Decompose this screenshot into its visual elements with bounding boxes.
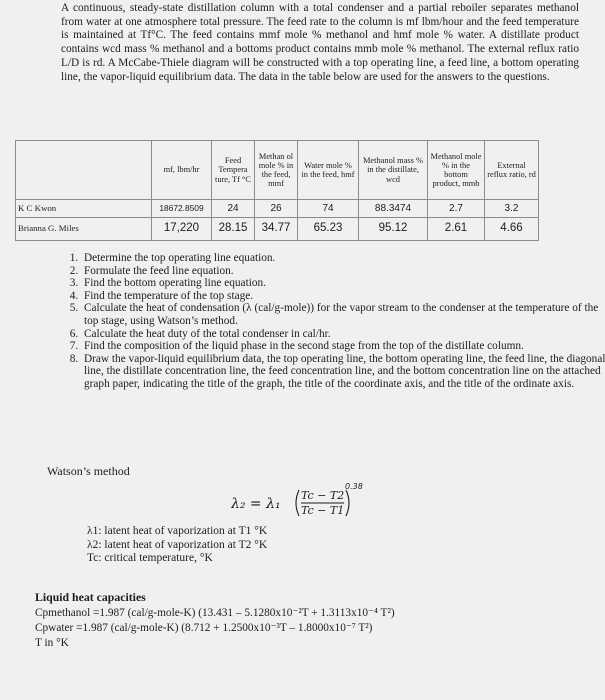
definition-lambda1: λ1: latent heat of vaporization at T1 °K [87, 525, 268, 537]
table-cell: 65.23 [298, 218, 359, 241]
heat-capacity-equations [35, 606, 395, 651]
table-cell: 4.66 [485, 218, 539, 241]
table-cell: 88.3474 [359, 200, 428, 218]
table-cell: 28.15 [212, 218, 255, 241]
table-cell: 74 [298, 200, 359, 218]
table-cell: 2.7 [428, 200, 485, 218]
question-item: 3. Find the bottom operating line equation. [81, 277, 605, 290]
watson-title: Watson’s method [47, 464, 130, 478]
table-cell: 17,220 [152, 218, 212, 241]
problem-intro: A continuous, steady-state distillation column with a total condenser and a partial reboiler separates methanol from water at one atmosphere total pressure. The feed rate to the column is mf lbm/hour and the feed temperature is maintained at Tf°C. The feed contains mmf mole % methanol and hmf mole % water. A distillate product contains wcd mass % methanol and a bottoms product contains mmb mole % methanol. The external reflux ratio L/D is rd. A McCabe-Thiele diagram will be constructed with a top operating line, a feed line, a bottom operating line, the vapor-liquid equilibrium data. The data in the table below are used for the answers to the questions. [61, 2, 579, 83]
table-cell: 3.2 [485, 200, 539, 218]
formula-numerator: Tc − T2 [301, 489, 345, 502]
table-header-row [16, 141, 539, 200]
cp-methanol-equation: Cpmethanol =1.987 (cal/g-mole-K) (13.431 – 5.1280x10⁻²T + 1.3113x10⁻⁴ T²) [35, 607, 395, 619]
header-cell: Methan ol mole % in the feed, mmf [255, 141, 298, 200]
question-item: 6. Calculate the heat duty of the total condenser in cal/hr. [81, 328, 605, 341]
definition-tc: Tc: critical temperature, °K [87, 552, 213, 564]
header-cell: Water mole % in the feed, hmf [298, 141, 359, 200]
table-cell: 26 [255, 200, 298, 218]
cp-water-equation: Cpwater =1.987 (cal/g-mole-K) (8.712 + 1.2500x10⁻³T – 1.8000x10⁻⁷ T²) [35, 622, 373, 634]
table-row [16, 200, 539, 218]
header-cell: Feed Tempera ture, Tf °C [212, 141, 255, 200]
question-list [61, 252, 605, 391]
table-cell: 34.77 [255, 218, 298, 241]
formula-exponent: 0.38 [345, 482, 363, 491]
definition-lambda2: λ2: latent heat of vaporization at T2 °K [87, 538, 268, 551]
question-item: 7. Find the composition of the liquid phase in the second stage from the top of the distillate column. [81, 340, 605, 353]
header-cell: mf, lbm/hr [152, 141, 212, 200]
header-cell: Methanol mass % in the distillate, wcd [359, 141, 428, 200]
table-row [16, 218, 539, 241]
table-cell: Brianna G. Miles [16, 218, 152, 241]
header-cell: External reflux ratio, rd [485, 141, 539, 200]
question-item: 5. Calculate the heat of condensation (λ (cal/g-mole)) for the vapor stream to the condenser at the temperature of the top stage, using Watson’s method. [81, 302, 605, 327]
formula-denominator: Tc − T1 [301, 504, 345, 517]
data-table [15, 140, 539, 241]
table-cell: K C Kwon [16, 200, 152, 218]
table-cell: 24 [212, 200, 255, 218]
paren-left [296, 490, 299, 516]
temperature-unit-note: T in °K [35, 637, 69, 649]
formula-lhs: λ₂ = λ₁ [231, 496, 281, 512]
table-cell: 18672.8509 [152, 200, 212, 218]
paren-right [346, 490, 349, 516]
table-cell: 2.61 [428, 218, 485, 241]
header-cell [16, 141, 152, 200]
header-cell: Methanol mole % in the bottom product, mmb [428, 141, 485, 200]
question-item: 2. Formulate the feed line equation. [81, 265, 605, 278]
watson-definitions [87, 525, 267, 566]
question-item: 8. Draw the vapor-liquid equilibrium data, the top operating line, the bottom operating line, the feed line, the diagonal line, the distillate concentration line, the feed concentration line, and the bottom concentration line on the attached graph paper, indicating the title of the graph, the title of the coordinate axis, and the title of the ordinate axis. [81, 353, 605, 391]
question-item: 1. Determine the top operating line equation. [81, 252, 605, 265]
table-cell: 95.12 [359, 218, 428, 241]
heat-capacity-title: Liquid heat capacities [35, 590, 146, 604]
watson-formula [231, 478, 381, 524]
question-item: 4. Find the temperature of the top stage. [81, 290, 605, 303]
